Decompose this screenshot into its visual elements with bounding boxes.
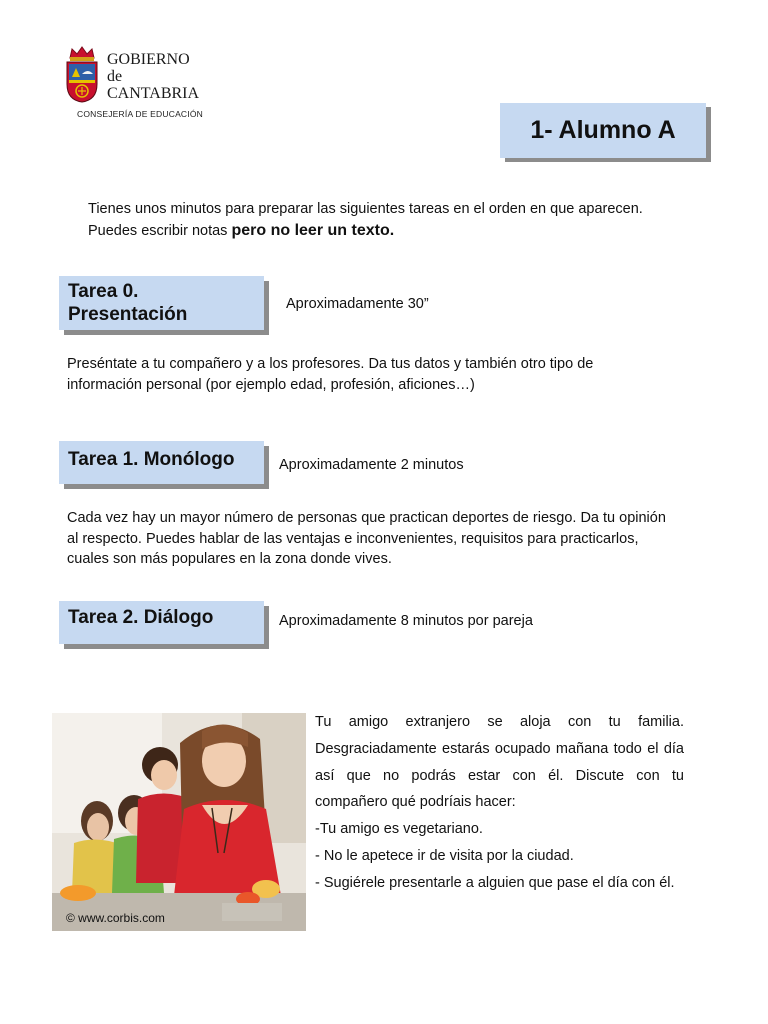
task-1-description: Cada vez hay un mayor número de personas que practican deportes de riesgo. Da tu opinión al respecto. Puedes hablar de las ventajas e inconvenientes, requisitos para practicarlos, cuales son más populares en la zona donde vives. [67,510,666,567]
instructions-line-2-text: Puedes escribir notas [88,223,232,239]
instructions-line-1: Tienes unos minutos para preparar las siguientes tareas en el orden en que aparecen. [88,201,643,217]
page-title: 1- Alumno A [530,116,676,144]
dialog-point-1: -Tu amigo es vegetariano. [315,821,483,838]
department-name: CONSEJERÍA DE EDUCACIÓN [77,109,203,119]
task-1-header [59,441,264,484]
task-0-duration: Aproximadamente 30” [286,296,429,312]
task-2-header [59,601,264,644]
instructions-emphasis: pero no leer un texto. [231,222,395,239]
organization-name [107,51,199,102]
org-line-1: GOBIERNO [107,51,190,68]
task-1-title: Tarea 1. Monólogo [68,449,235,470]
task-0-title-line-2: Presentación [68,304,188,325]
photo-credit: © www.corbis.com [66,911,165,925]
dialog-point-2: - No le apetece ir de visita por la ciudad. [315,847,574,864]
task-2-duration: Aproximadamente 8 minutos por pareja [279,613,533,629]
task-0-header [59,276,264,330]
dialog-scenario-text: Tu amigo extranjero se aloja con tu familia. Desgraciadamente estarás ocupado mañana todo el día así que no podrás estar con él. Discute con tu compañero qué podríais hacer: [315,714,684,811]
task-1-duration: Aproximadamente 2 minutos [279,457,464,473]
cooking-photo [52,713,306,931]
org-line-3: CANTABRIA [107,85,200,102]
coat-of-arms-icon [64,44,100,104]
dialog-scenario [315,709,684,897]
student-title-box [500,103,706,158]
task-0-title-line-1: Tarea 0. [68,281,139,302]
dialog-point-3: - Sugiérele presentarle a alguien que pase el día con él. [315,874,675,891]
task-2-title: Tarea 2. Diálogo [68,607,214,628]
instructions-line-2 [88,220,708,242]
org-line-2: de [107,68,123,85]
task-0-description: Preséntate a tu compañero y a los profesores. Da tus datos y también otro tipo de información personal (por ejemplo edad, profesión, aficiones…) [67,356,594,393]
instructions [88,198,708,242]
